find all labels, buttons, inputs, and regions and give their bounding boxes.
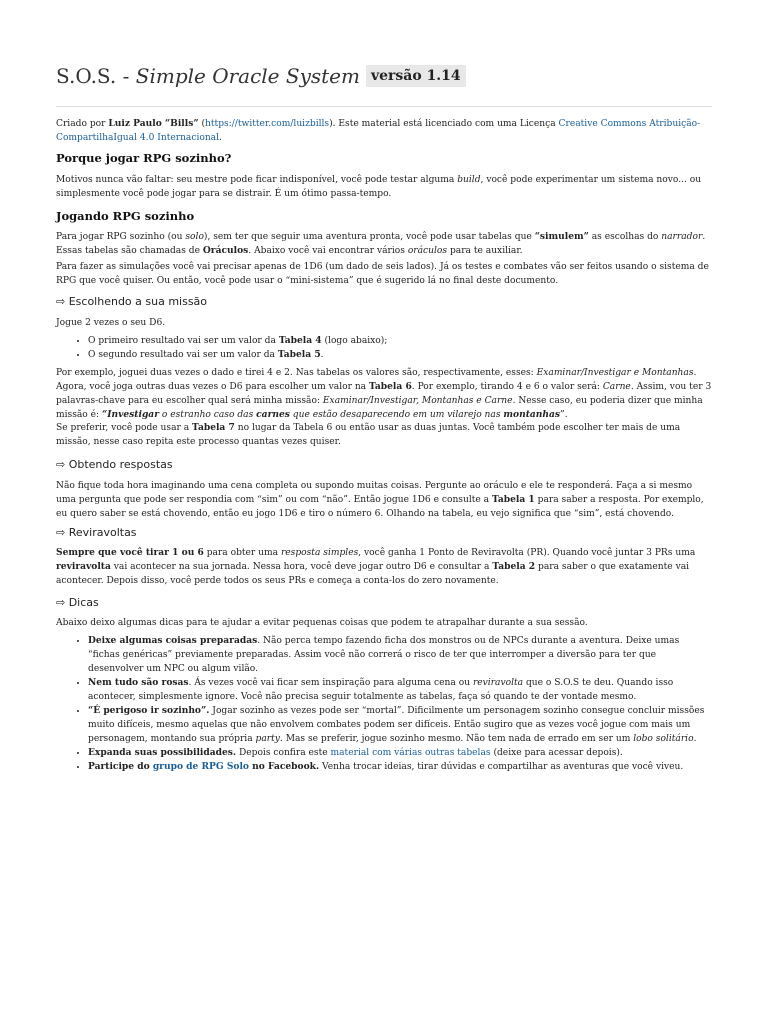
list-item: • “É perigoso ir sozinho”. Jogar sozinho as vezes pode ser “mortal”. Dificilmente um personagem sozinho consegue concluir missões muito difíceis, mesmo aquelas que não envolvem combates podem ser difíceis. Então sugiro que as vezes você jogue com mais um personagem, montando sua própria party. Mas se preferir, jogue sozinho mesmo. Não tem nada de errado em ser um lobo solitário. <box>88 704 708 746</box>
author-link[interactable]: https://twitter.com/luizbills <box>205 119 330 129</box>
twists-paragraph: Sempre que você tirar 1 ou 6 para obter uma resposta simples, você ganha 1 Ponto de Reviravolta (PR). Quando você juntar 3 PRs uma reviravolta vai acontecer na sua jornada. Nessa hora, você deve jogar outro D6 e consultar a Tabela 2 para saber o que exatamente vai acontecer. Depois disso, você perde todos os seus PRs e começa a conta-los do zero novamente. <box>56 547 696 586</box>
list-item: • Participe do grupo de RPG Solo no Facebook. Venha trocar ideias, tirar dúvidas e compartilhar as aventuras que você viveu. <box>88 760 708 774</box>
heading-mission: ⇨ Escolhendo a sua missão <box>56 295 208 308</box>
playing-paragraph-1: Para jogar RPG sozinho (ou solo), sem ter que seguir uma aventura pronta, você pode usar tabelas que “simulem” as escolhas do narrador. Essas tabelas são chamadas de Oráculos. Abaixo você vai encontrar vários oráculos para te auxiliar. <box>56 231 706 256</box>
arrow-right-icon: ⇨ <box>56 458 66 471</box>
list-item: • O segundo resultado vai ser um valor da Tabela 5. <box>88 348 744 362</box>
arrow-right-icon: ⇨ <box>56 526 66 539</box>
list-item: • Expanda suas possibilidades. Depois confira este material com várias outras tabelas (deixe para acessar depois). <box>88 746 708 760</box>
mission-intro: Jogue 2 vezes o seu D6. <box>56 318 166 328</box>
page-title <box>56 62 712 90</box>
arrow-right-icon: ⇨ <box>56 295 66 308</box>
heading-why: Porque jogar RPG sozinho? <box>56 151 232 165</box>
more-tables-link[interactable]: material com várias outras tabelas <box>330 748 491 758</box>
mission-example-paragraph: Por exemplo, joguei duas vezes o dado e tirei 4 e 2. Nas tabelas os valores são, respectivamente, esses: Examinar/Investigar e Montanhas. Agora, você joga outras duas vezes o D6 para escolher um valor na Tabela 6. Por exemplo, tirando 4 e 6 o valor será: Carne. Assim, vou ter 3 palavras-chave para eu escolher qual será minha missão: Examinar/Investigar, Montanhas e Carne. Nesse caso, eu poderia dizer que minha missão é: “Investigar o estranho caso das carnes que estão desaparecendo em um vilarejo nas montanhas”. <box>56 368 712 420</box>
tips-intro: Abaixo deixo algumas dicas para te ajudar a evitar pequenas coisas que podem te atrapalhar durante a sua sessão. <box>56 618 588 628</box>
license-link[interactable]: Creative Commons Atribuição-CompartilhaIgual 4.0 Internacional <box>56 119 701 143</box>
heading-playing: Jogando RPG sozinho <box>56 209 195 223</box>
header-divider <box>56 106 712 107</box>
title-text: S.O.S. - Simple Oracle System <box>56 64 360 88</box>
list-item: • Deixe algumas coisas preparadas. Não perca tempo fazendo ficha dos monstros ou de NPCs durante a aventura. Deixe umas “fichas genéricas” previamente preparadas. Assim você não correrá o risco de ter que interromper a diversão para ter que desenvolver um NPC ou algum vilão. <box>88 634 708 676</box>
list-item: • Nem tudo são rosas. Ás vezes você vai ficar sem inspiração para alguma cena ou reviravolta que o S.O.S te deu. Quando isso acontecer, simplesmente ignore. Você não precisa seguir totalmente as tabelas, faça só quando te der vontade mesmo. <box>88 676 708 704</box>
mission-alt-paragraph: Se preferir, você pode usar a Tabela 7 no lugar da Tabela 6 ou então usar as duas juntas. Você também pode escolher ter mais de uma missão, nesse caso repita este processo quantas vezes quiser. <box>56 422 681 447</box>
why-paragraph: Motivos nunca vão faltar: seu mestre pode ficar indisponível, você pode testar alguma build, você pode experimentar um sistema novo... ou simplesmente você pode jogar para se distrair. É um ótimo passa-tempo. <box>56 175 702 199</box>
answers-paragraph: Não fique toda hora imaginando uma cena completa ou supondo muitas coisas. Pergunte ao oráculo e ele te responderá. Faça a si mesmo uma pergunta que pode ser respondia com “sim” ou com “não”. Então jogue 1D6 e consulte a Tabela 1 para saber a resposta. Por exemplo, eu quero saber se está chovendo, então eu jogo 1D6 e tiro o número 6. Olhando na tabela, eu vejo significa que “sim”, está chovendo. <box>56 481 704 519</box>
heading-tips: ⇨ Dicas <box>56 596 99 609</box>
heading-twists: ⇨ Reviravoltas <box>56 526 137 539</box>
mission-list <box>56 334 744 362</box>
heading-answers: ⇨ Obtendo respostas <box>56 458 173 471</box>
list-item: • O primeiro resultado vai ser um valor da Tabela 4 (logo abaixo); <box>88 334 744 348</box>
arrow-right-icon: ⇨ <box>56 596 66 609</box>
version-badge: versão 1.14 <box>366 65 466 87</box>
tips-list <box>56 634 708 774</box>
playing-paragraph-2: Para fazer as simulações você vai precisar apenas de 1D6 (um dado de seis lados). Já os testes e combates vão ser feitos usando o sistema de RPG que você quiser. Ou então, você pode usar o “mini-sistema” que é sugerido lá no final deste documento. <box>56 262 709 286</box>
credits-paragraph: Criado por Luiz Paulo “Bills” (https://twitter.com/luizbills). Este material está licenciado com uma Licença Creative Commons Atribuição-CompartilhaIgual 4.0 Internacional. <box>56 118 701 143</box>
rpg-solo-group-link[interactable]: grupo de RPG Solo <box>152 761 249 772</box>
